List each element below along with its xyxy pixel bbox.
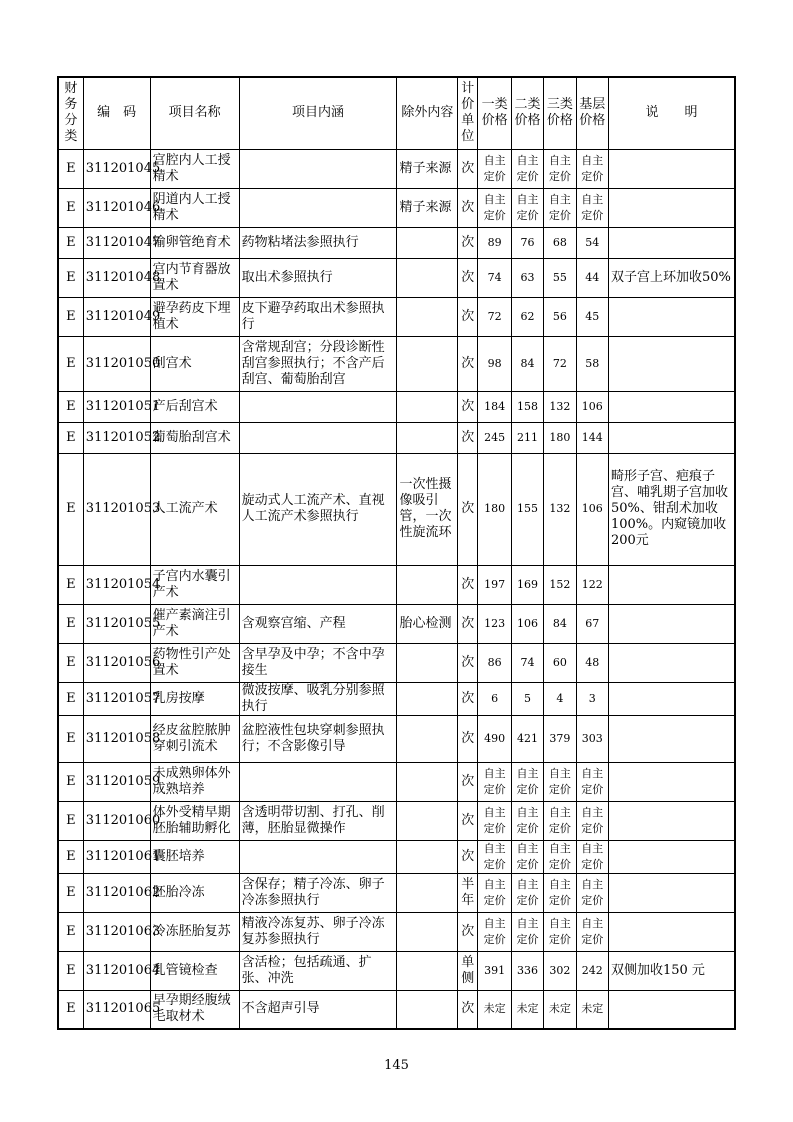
row-unit: 次 (458, 258, 478, 297)
row-note (608, 297, 735, 336)
row-excluded (397, 422, 458, 453)
row-content: 微波按摩、吸乳分别参照执行 (239, 682, 397, 715)
header-category: 财务分类 (58, 77, 83, 149)
row-content (239, 149, 397, 188)
row-price3: 未定 (544, 990, 576, 1029)
header-price4: 基层价格 (576, 77, 608, 149)
row-price1: 98 (478, 336, 511, 391)
row-name: 冷冻胚胎复苏 (150, 912, 239, 951)
table-row (58, 422, 735, 453)
row-price2: 84 (511, 336, 543, 391)
row-unit: 半年 (458, 873, 478, 912)
row-note: 双侧加收150 元 (608, 951, 735, 990)
row-price1: 6 (478, 682, 511, 715)
table-row (58, 715, 735, 762)
row-price2: 211 (511, 422, 543, 453)
row-price3: 132 (544, 453, 576, 565)
header-excluded: 除外内容 (397, 77, 458, 149)
row-price4: 自主定价 (576, 188, 608, 227)
row-name: 催产素滴注引产术 (150, 604, 239, 643)
row-price1: 180 (478, 453, 511, 565)
row-category: E (58, 715, 83, 762)
table-row (58, 643, 735, 682)
table-row (58, 682, 735, 715)
row-unit: 次 (458, 801, 478, 840)
row-excluded (397, 682, 458, 715)
row-code: 311201050 (83, 336, 150, 391)
row-price2: 76 (511, 227, 543, 258)
row-price4: 45 (576, 297, 608, 336)
row-price3: 72 (544, 336, 576, 391)
row-content: 含保存；精子冷冻、卵子冷冻参照执行 (239, 873, 397, 912)
row-price2: 74 (511, 643, 543, 682)
row-category: E (58, 565, 83, 604)
row-category: E (58, 258, 83, 297)
row-code: 311201060 (83, 801, 150, 840)
row-content: 药物粘堵法参照执行 (239, 227, 397, 258)
row-price3: 自主定价 (544, 912, 576, 951)
row-price3: 自主定价 (544, 801, 576, 840)
row-price1: 490 (478, 715, 511, 762)
row-unit: 次 (458, 149, 478, 188)
row-price4: 自主定价 (576, 840, 608, 873)
row-code: 311201051 (83, 391, 150, 422)
row-category: E (58, 227, 83, 258)
row-price2: 336 (511, 951, 543, 990)
row-price4: 58 (576, 336, 608, 391)
row-excluded (397, 801, 458, 840)
row-code: 311201055 (83, 604, 150, 643)
row-price3: 4 (544, 682, 576, 715)
row-price4: 144 (576, 422, 608, 453)
row-code: 311201052 (83, 422, 150, 453)
row-note (608, 762, 735, 801)
row-excluded (397, 297, 458, 336)
header-note: 说 明 (608, 77, 735, 149)
row-name: 未成熟卵体外成熟培养 (150, 762, 239, 801)
row-name: 阴道内人工授精术 (150, 188, 239, 227)
row-name: 人工流产术 (150, 453, 239, 565)
row-excluded (397, 258, 458, 297)
row-code: 311201048 (83, 258, 150, 297)
row-price4: 106 (576, 391, 608, 422)
row-unit: 次 (458, 565, 478, 604)
row-content: 不含超声引导 (239, 990, 397, 1029)
row-name: 产后刮宫术 (150, 391, 239, 422)
row-note (608, 801, 735, 840)
row-excluded (397, 951, 458, 990)
row-category: E (58, 149, 83, 188)
row-price3: 180 (544, 422, 576, 453)
row-name: 体外受精早期胚胎辅助孵化 (150, 801, 239, 840)
table-row (58, 336, 735, 391)
row-content (239, 188, 397, 227)
row-content (239, 391, 397, 422)
row-category: E (58, 297, 83, 336)
row-code: 311201049 (83, 297, 150, 336)
row-excluded: 精子来源 (397, 149, 458, 188)
row-code: 311201047 (83, 227, 150, 258)
row-price2: 5 (511, 682, 543, 715)
row-price2: 自主定价 (511, 801, 543, 840)
table-row (58, 453, 735, 565)
row-content (239, 565, 397, 604)
table-row (58, 604, 735, 643)
row-category: E (58, 990, 83, 1029)
row-unit: 次 (458, 643, 478, 682)
row-price3: 自主定价 (544, 762, 576, 801)
price-table (57, 76, 736, 1030)
row-price2: 自主定价 (511, 873, 543, 912)
row-price1: 197 (478, 565, 511, 604)
row-price4: 303 (576, 715, 608, 762)
row-category: E (58, 643, 83, 682)
row-price1: 自主定价 (478, 188, 511, 227)
header-name: 项目名称 (150, 77, 239, 149)
row-price3: 132 (544, 391, 576, 422)
table-row (58, 149, 735, 188)
row-price1: 391 (478, 951, 511, 990)
row-name: 早孕期经腹绒毛取材术 (150, 990, 239, 1029)
row-name: 宫腔内人工授精术 (150, 149, 239, 188)
table-row (58, 801, 735, 840)
row-price3: 60 (544, 643, 576, 682)
table-row (58, 762, 735, 801)
row-note (608, 643, 735, 682)
row-price1: 89 (478, 227, 511, 258)
row-note: 畸形子宫、疤痕子宫、哺乳期子宫加收50%、钳刮术加收100%。内窥镜加收200元 (608, 453, 735, 565)
row-price1: 自主定价 (478, 801, 511, 840)
table-row (58, 297, 735, 336)
row-price4: 106 (576, 453, 608, 565)
row-code: 311201053 (83, 453, 150, 565)
row-unit: 次 (458, 715, 478, 762)
row-excluded: 胎心检测 (397, 604, 458, 643)
row-category: E (58, 188, 83, 227)
row-note (608, 188, 735, 227)
row-price3: 55 (544, 258, 576, 297)
row-code: 311201059 (83, 762, 150, 801)
row-unit: 次 (458, 422, 478, 453)
row-price4: 48 (576, 643, 608, 682)
row-price3: 自主定价 (544, 840, 576, 873)
row-price4: 67 (576, 604, 608, 643)
row-excluded (397, 643, 458, 682)
row-excluded (397, 565, 458, 604)
row-content: 皮下避孕药取出术参照执行 (239, 297, 397, 336)
row-unit: 次 (458, 297, 478, 336)
row-code: 311201056 (83, 643, 150, 682)
row-unit: 次 (458, 188, 478, 227)
row-unit: 次 (458, 912, 478, 951)
row-price1: 184 (478, 391, 511, 422)
row-price4: 3 (576, 682, 608, 715)
table-row (58, 391, 735, 422)
row-price4: 自主定价 (576, 912, 608, 951)
row-unit: 次 (458, 227, 478, 258)
header-price2: 二类价格 (511, 77, 543, 149)
row-excluded (397, 912, 458, 951)
header-code: 编 码 (83, 77, 150, 149)
row-code: 311201065 (83, 990, 150, 1029)
row-price2: 未定 (511, 990, 543, 1029)
row-code: 311201061 (83, 840, 150, 873)
row-price3: 自主定价 (544, 149, 576, 188)
row-content: 盆腔液性包块穿刺参照执行；不含影像引导 (239, 715, 397, 762)
row-category: E (58, 912, 83, 951)
row-unit: 次 (458, 762, 478, 801)
row-category: E (58, 422, 83, 453)
page-number: 145 (384, 1058, 409, 1073)
row-content: 含早孕及中孕；不含中孕接生 (239, 643, 397, 682)
row-note (608, 990, 735, 1029)
row-name: 宫内节育器放置术 (150, 258, 239, 297)
row-price2: 158 (511, 391, 543, 422)
table-row (58, 951, 735, 990)
table-row (58, 565, 735, 604)
row-price4: 44 (576, 258, 608, 297)
row-price2: 155 (511, 453, 543, 565)
header-unit: 计价单位 (458, 77, 478, 149)
row-excluded (397, 715, 458, 762)
row-excluded (397, 391, 458, 422)
row-price2: 421 (511, 715, 543, 762)
row-content: 精液冷冻复苏、卵子冷冻复苏参照执行 (239, 912, 397, 951)
row-excluded (397, 336, 458, 391)
table-body (58, 149, 735, 1029)
row-code: 311201063 (83, 912, 150, 951)
row-note (608, 336, 735, 391)
row-content: 含观察宫缩、产程 (239, 604, 397, 643)
row-name: 葡萄胎刮宫术 (150, 422, 239, 453)
table-row (58, 912, 735, 951)
row-note (608, 227, 735, 258)
table-row (58, 873, 735, 912)
row-price4: 122 (576, 565, 608, 604)
row-price4: 54 (576, 227, 608, 258)
row-content (239, 422, 397, 453)
row-code: 311201046 (83, 188, 150, 227)
header-row (58, 77, 735, 149)
row-unit: 单侧 (458, 951, 478, 990)
row-note (608, 391, 735, 422)
table-row (58, 258, 735, 297)
row-name: 乳管镜检查 (150, 951, 239, 990)
row-name: 胚胎冷冻 (150, 873, 239, 912)
row-content: 含透明带切割、打孔、削薄，胚胎显微操作 (239, 801, 397, 840)
header-price1: 一类价格 (478, 77, 511, 149)
row-content (239, 840, 397, 873)
row-price3: 302 (544, 951, 576, 990)
row-content: 含活检；包括疏通、扩张、冲洗 (239, 951, 397, 990)
row-unit: 次 (458, 453, 478, 565)
row-category: E (58, 762, 83, 801)
row-excluded: 精子来源 (397, 188, 458, 227)
row-content (239, 762, 397, 801)
row-excluded (397, 762, 458, 801)
row-code: 311201054 (83, 565, 150, 604)
row-note: 双子宫上环加收50% (608, 258, 735, 297)
row-price2: 62 (511, 297, 543, 336)
row-price1: 72 (478, 297, 511, 336)
row-code: 311201057 (83, 682, 150, 715)
row-name: 乳房按摩 (150, 682, 239, 715)
row-category: E (58, 840, 83, 873)
row-price4: 未定 (576, 990, 608, 1029)
row-category: E (58, 604, 83, 643)
row-content: 取出术参照执行 (239, 258, 397, 297)
row-price3: 379 (544, 715, 576, 762)
table-row (58, 990, 735, 1029)
row-name: 经皮盆腔脓肿穿刺引流术 (150, 715, 239, 762)
row-category: E (58, 453, 83, 565)
row-price3: 56 (544, 297, 576, 336)
row-price4: 自主定价 (576, 762, 608, 801)
row-category: E (58, 951, 83, 990)
row-excluded (397, 873, 458, 912)
row-name: 子宫内水囊引产术 (150, 565, 239, 604)
row-category: E (58, 873, 83, 912)
row-note (608, 682, 735, 715)
row-price2: 自主定价 (511, 840, 543, 873)
row-name: 药物性引产处置术 (150, 643, 239, 682)
row-note (608, 149, 735, 188)
row-price3: 152 (544, 565, 576, 604)
row-price1: 123 (478, 604, 511, 643)
row-code: 311201062 (83, 873, 150, 912)
row-name: 囊胚培养 (150, 840, 239, 873)
row-excluded (397, 990, 458, 1029)
row-price3: 自主定价 (544, 188, 576, 227)
row-code: 311201045 (83, 149, 150, 188)
row-price3: 84 (544, 604, 576, 643)
header-price3: 三类价格 (544, 77, 576, 149)
row-price1: 自主定价 (478, 873, 511, 912)
row-unit: 次 (458, 604, 478, 643)
row-note (608, 715, 735, 762)
row-price1: 86 (478, 643, 511, 682)
row-category: E (58, 391, 83, 422)
row-price2: 自主定价 (511, 149, 543, 188)
header-content: 项目内涵 (239, 77, 397, 149)
row-note (608, 565, 735, 604)
row-name: 避孕药皮下埋植术 (150, 297, 239, 336)
row-price1: 自主定价 (478, 840, 511, 873)
row-price1: 未定 (478, 990, 511, 1029)
row-price1: 245 (478, 422, 511, 453)
row-price1: 自主定价 (478, 912, 511, 951)
row-price1: 74 (478, 258, 511, 297)
row-note (608, 873, 735, 912)
row-unit: 次 (458, 336, 478, 391)
row-unit: 次 (458, 391, 478, 422)
row-price4: 自主定价 (576, 801, 608, 840)
row-price2: 自主定价 (511, 762, 543, 801)
row-price2: 自主定价 (511, 188, 543, 227)
row-note (608, 840, 735, 873)
row-note (608, 604, 735, 643)
row-category: E (58, 801, 83, 840)
row-excluded: 一次性摄像吸引管，一次性旋流环 (397, 453, 458, 565)
row-unit: 次 (458, 840, 478, 873)
row-price4: 242 (576, 951, 608, 990)
row-price1: 自主定价 (478, 149, 511, 188)
row-category: E (58, 336, 83, 391)
row-note (608, 912, 735, 951)
row-name: 输卵管绝育术 (150, 227, 239, 258)
row-price1: 自主定价 (478, 762, 511, 801)
row-excluded (397, 840, 458, 873)
row-code: 311201058 (83, 715, 150, 762)
row-price2: 169 (511, 565, 543, 604)
row-price2: 自主定价 (511, 912, 543, 951)
table-row (58, 227, 735, 258)
row-content: 含常规刮宫；分段诊断性刮宫参照执行；不含产后刮宫、葡萄胎刮宫 (239, 336, 397, 391)
row-unit: 次 (458, 990, 478, 1029)
row-note (608, 422, 735, 453)
row-code: 311201064 (83, 951, 150, 990)
row-price4: 自主定价 (576, 873, 608, 912)
row-excluded (397, 227, 458, 258)
row-content: 旋动式人工流产术、直视人工流产术参照执行 (239, 453, 397, 565)
row-unit: 次 (458, 682, 478, 715)
row-name: 刮宫术 (150, 336, 239, 391)
table-row (58, 840, 735, 873)
row-price2: 63 (511, 258, 543, 297)
row-price3: 68 (544, 227, 576, 258)
row-price2: 106 (511, 604, 543, 643)
row-price3: 自主定价 (544, 873, 576, 912)
row-category: E (58, 682, 83, 715)
row-price4: 自主定价 (576, 149, 608, 188)
table-row (58, 188, 735, 227)
